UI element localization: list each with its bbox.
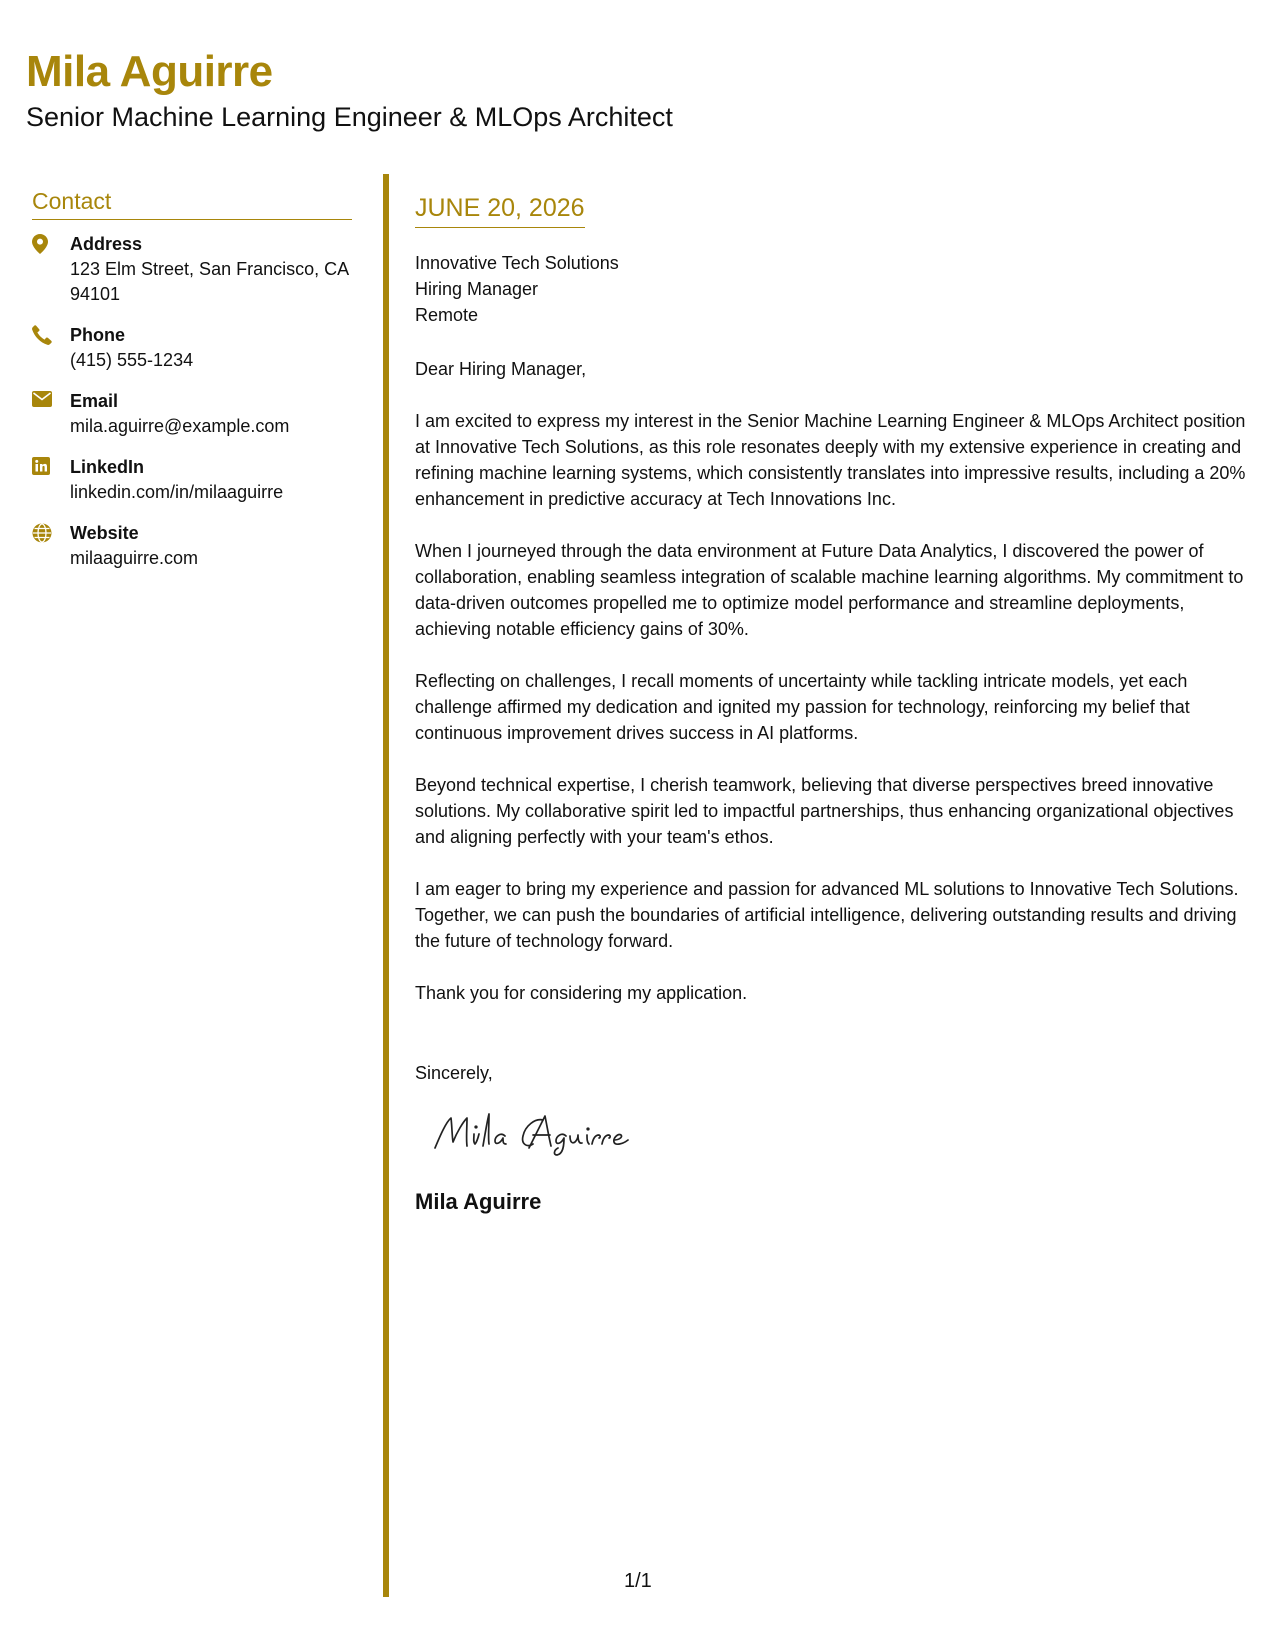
contact-phone-value: (415) 555-1234 <box>70 350 194 370</box>
contact-address <box>32 232 352 307</box>
contact-address-value: 123 Elm Street, San Francisco, CA 94101 <box>70 259 349 304</box>
contact-website-value: milaaguirre.com <box>70 548 199 568</box>
linkedin-icon <box>32 455 70 475</box>
contact-title: Contact <box>32 188 352 220</box>
letter-date: JUNE 20, 2026 <box>415 192 585 228</box>
contact-linkedin-label: LinkedIn <box>70 457 145 477</box>
paragraph: I am eager to bring my experience and passion for advanced ML solutions to Innovative Tech Solutions. Together, we can push the boundaries of artificial intelligence, delivering outstanding results and driving the future of technology forward. <box>415 879 1239 951</box>
page-number: 1/1 <box>624 1570 652 1592</box>
recipient-location: Remote <box>415 305 479 325</box>
handwritten-signature <box>431 1108 1255 1163</box>
recipient-title: Hiring Manager <box>415 279 539 299</box>
paragraph: Thank you for considering my application. <box>415 983 748 1003</box>
vertical-divider <box>383 174 389 1597</box>
recipient-company: Innovative Tech Solutions <box>415 253 619 273</box>
letter-body <box>415 192 1255 1215</box>
map-pin-icon <box>32 232 70 254</box>
contact-website-label: Website <box>70 523 139 543</box>
contact-address-label: Address <box>70 234 143 254</box>
paragraph: When I journeyed through the data environment at Future Data Analytics, I discovered the power of collaboration, enabling seamless integration of scalable machine learning algorithms. My commitment to data-driven outcomes propelled me to optimize model performance and streamline deployments, achieving notable efficiency gains of 30%. <box>415 541 1244 639</box>
contact-linkedin-value: linkedin.com/in/milaaguirre <box>70 482 284 502</box>
recipient-block <box>415 250 1255 328</box>
contact-email-label: Email <box>70 391 119 411</box>
contact-email-value: mila.aguirre@example.com <box>70 416 290 436</box>
closing: Sincerely, <box>415 1063 493 1083</box>
contact-phone-label: Phone <box>70 325 126 345</box>
phone-icon <box>32 323 70 345</box>
paragraph: Reflecting on challenges, I recall moments of uncertainty while tackling intricate models, yet each challenge affirmed my dedication and ignited my passion for technology, reinforcing my belief that continuous improvement drives success in AI platforms. <box>415 671 1190 743</box>
salutation: Dear Hiring Manager, <box>415 359 587 379</box>
contact-website <box>32 521 352 571</box>
contact-linkedin <box>32 455 352 505</box>
signer-name: Mila Aguirre <box>415 1189 542 1214</box>
globe-icon <box>32 521 70 543</box>
contact-email <box>32 389 352 439</box>
envelope-icon <box>32 389 70 407</box>
applicant-role: Senior Machine Learning Engineer & MLOps Architect <box>26 102 673 132</box>
paragraph: I am excited to express my interest in the Senior Machine Learning Engineer & MLOps Architect position at Innovative Tech Solutions, as this role resonates deeply with my extensive experience in creating and refining machine learning systems, which consistently translates into impressive results, including a 20% enhancement in predictive accuracy at Tech Innovations Inc. <box>415 411 1246 509</box>
contact-phone <box>32 323 352 373</box>
paragraph: Beyond technical expertise, I cherish teamwork, believing that diverse perspectives breed innovative solutions. My collaborative spirit led to impactful partnerships, thus enhancing organizational objectives and aligning perfectly with your team's ethos. <box>415 775 1234 847</box>
applicant-name: Mila Aguirre <box>26 47 273 96</box>
contact-sidebar <box>32 188 352 587</box>
letter-header <box>26 44 673 134</box>
